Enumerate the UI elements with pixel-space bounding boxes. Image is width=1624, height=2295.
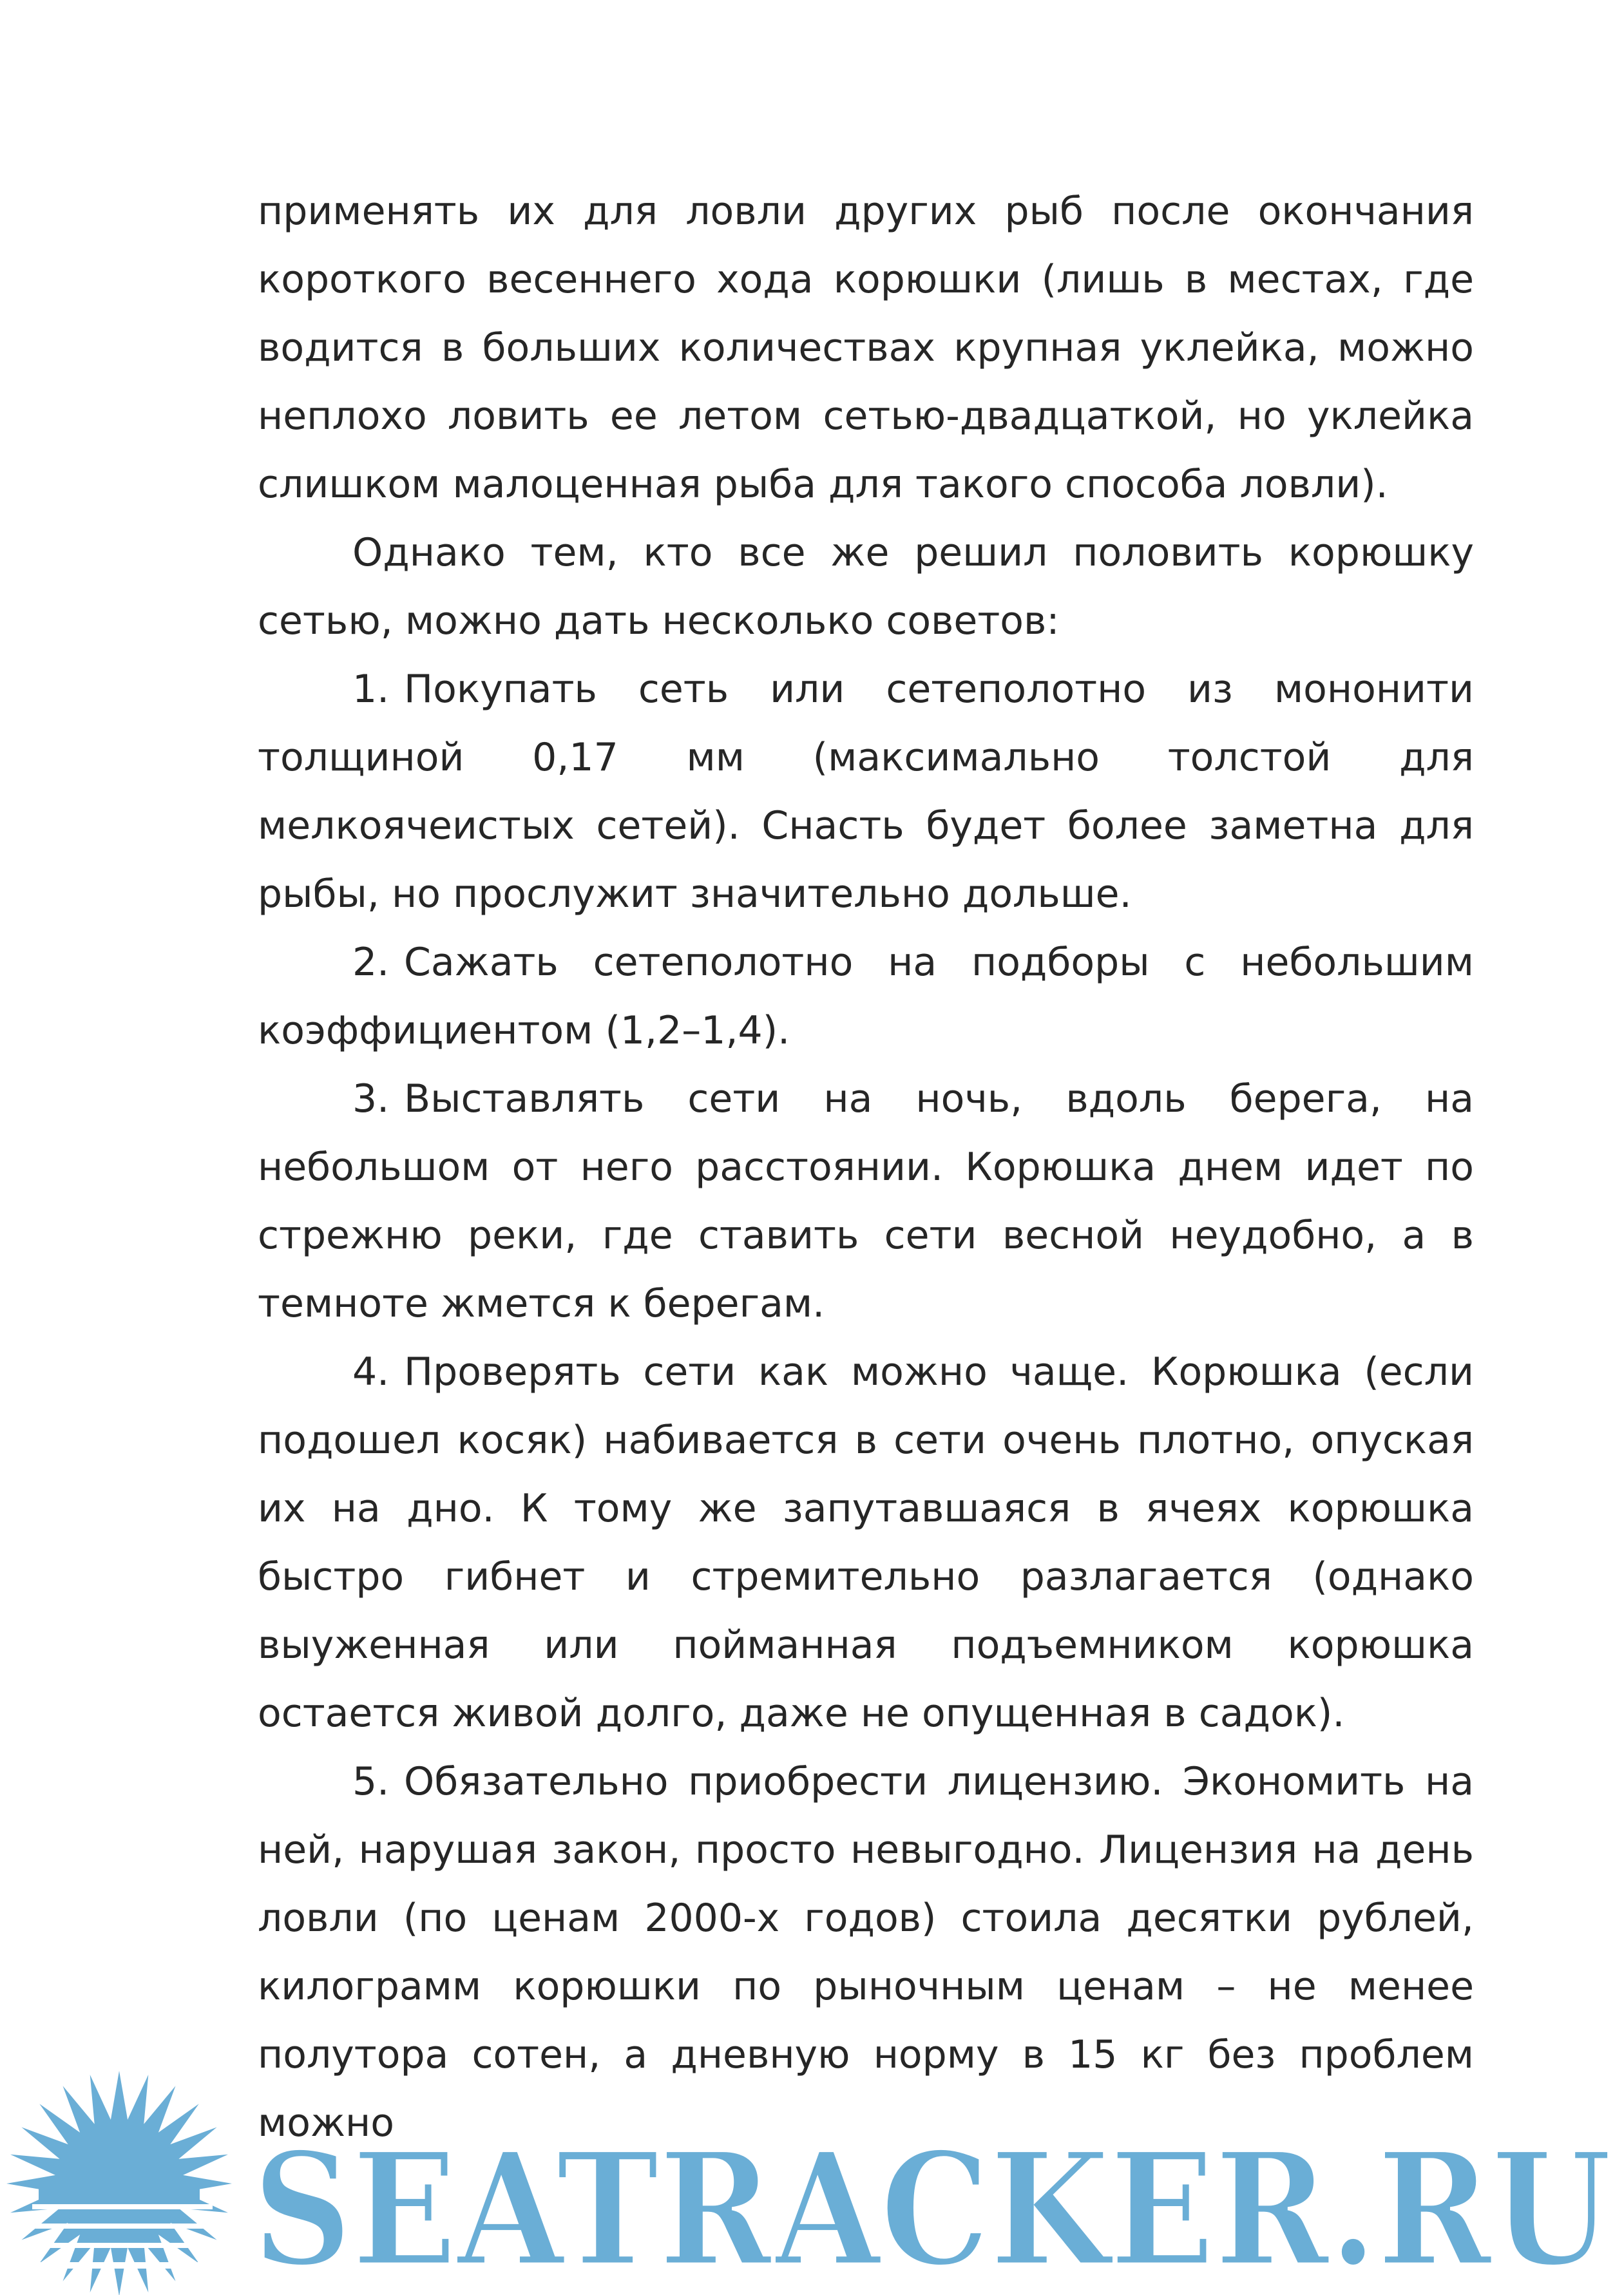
document-body — [258, 177, 1474, 2157]
watermark-footer — [0, 2055, 1624, 2295]
list-item — [258, 1338, 1474, 1747]
list-item-text: Покупать сеть или сетеполотно из мононити толщиной 0,17 мм (максимально толстой для мелкоячеистых сетей). Снасть будет более заметна для рыбы, но прослужит значительно дольше. — [258, 667, 1474, 917]
list-item-text: Сажать сетеполотно на подборы с небольшим коэффициентом (1,2–1,4). — [258, 940, 1474, 1053]
watermark-graphic — [0, 2055, 1624, 2295]
paragraph-intro: Однако тем, кто все же решил половить корюшку сетью, можно дать несколько советов: — [258, 530, 1474, 643]
list-item-text: Обязательно приобрести лицензию. Экономить на ней, нарушая закон, просто невыгодно. Лицензия на день ловли (по ценам 2000-х годов) стоила десятки рублей, килограмм корюшки по рыночным ценам – не менее полутора сотен, а дневную норму в 15 кг без проблем можно — [258, 1759, 1474, 2146]
list-item — [258, 655, 1474, 928]
list-item-number: 4. — [352, 1349, 390, 1395]
list-item — [258, 1065, 1474, 1338]
list-item-number: 3. — [352, 1076, 390, 1121]
list-item-text: Выставлять сети на ночь, вдоль берега, на небольшом от него расстоянии. Корюшка днем идет по стрежню реки, где ставить сети весной неудобно, а в темноте жмется к берегам. — [258, 1076, 1474, 1326]
sun-icon — [6, 2071, 232, 2295]
paragraph-continuation: применять их для ловли других рыб после окончания короткого весеннего хода корюшки (лишь в местах, где водится в больших количествах крупная уклейка, можно неплохо ловить ее летом сетью-двадцаткой, но уклейка слишком малоценная рыба для такого способа ловли). — [258, 189, 1474, 507]
list-item — [258, 928, 1474, 1065]
list-item-number: 1. — [352, 667, 390, 712]
list-item-text: Проверять сети как можно чаще. Корюшка (если подошел косяк) набивается в сети очень плотно, опуская их на дно. К тому же запутавшаяся в ячеях корюшка быстро гибнет и стремительно разлагается (однако выуженная или пойманная подъемником корюшка остается живой долго, даже не опущенная в садок). — [258, 1349, 1474, 1736]
list-item-number: 2. — [352, 940, 390, 985]
watermark-text: SEATRACKER.RU — [253, 2119, 1612, 2295]
list-item-number: 5. — [352, 1759, 390, 1804]
